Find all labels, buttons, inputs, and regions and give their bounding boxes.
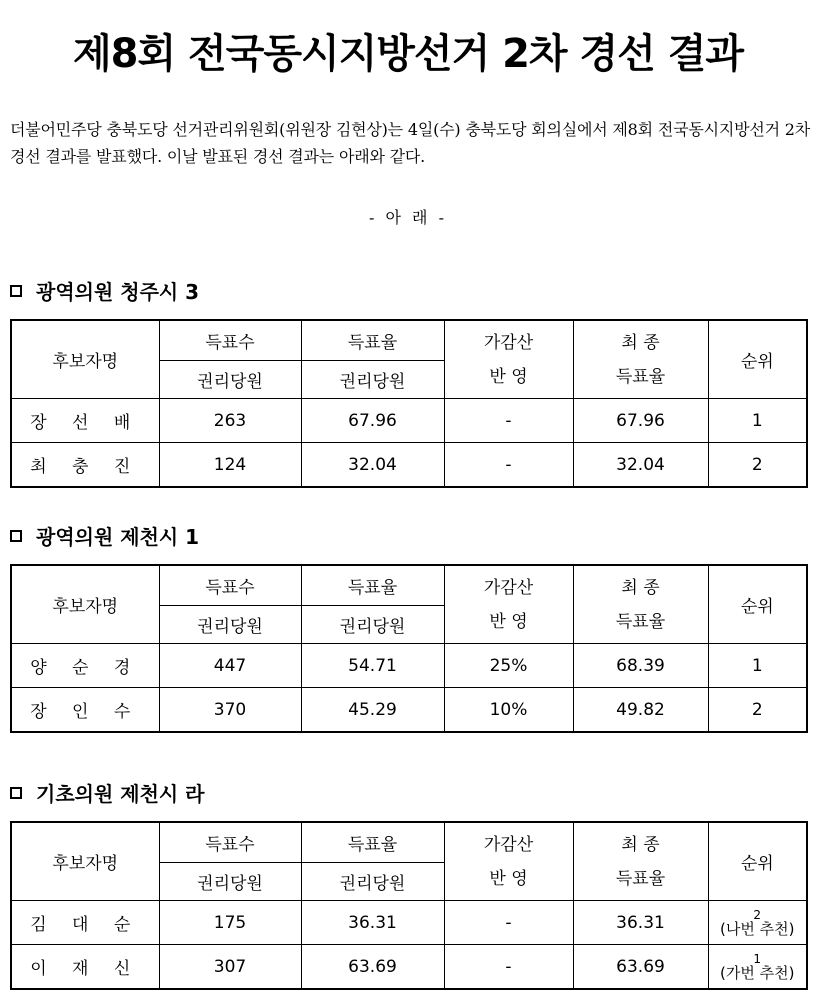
final-value: 49.82 (573, 688, 708, 733)
header-vote-rate: 득표율 (301, 320, 444, 361)
checkbox-icon (10, 530, 22, 542)
header-vote-rate: 득표율 (301, 822, 444, 863)
section-heading (10, 276, 199, 305)
final-value: 63.69 (573, 945, 708, 990)
votes-value: 263 (159, 399, 301, 443)
adjust-value: - (444, 901, 573, 945)
results-table (10, 564, 808, 733)
rate-value: 67.96 (301, 399, 444, 443)
header-final-rate: 최 종 득표율 (573, 320, 708, 399)
section-heading (10, 778, 205, 807)
adjust-value: 25% (444, 644, 573, 688)
header-final-rate: 최 종 득표율 (573, 822, 708, 901)
final-value: 68.39 (573, 644, 708, 688)
candidate-name: 장 인 수 (11, 688, 159, 733)
adjust-value: - (444, 945, 573, 990)
header-member: 권리당원 (159, 863, 301, 901)
rank-cell (708, 901, 807, 945)
votes-value: 370 (159, 688, 301, 733)
header-candidate: 후보자명 (11, 565, 159, 644)
header-member: 권리당원 (159, 606, 301, 644)
intro-paragraph: 더불어민주당 충북도당 선거관리위원회(위원장 김현상)는 4일(수) 충북도당 회의실에서 제8회 전국동시지방선거 2차 경선 결과를 발표했다. 이날 발표된 경선 결과는 아래와 같다. (10, 120, 810, 166)
table-row (11, 688, 807, 733)
header-votes: 득표수 (159, 822, 301, 863)
rank-cell (708, 945, 807, 990)
rate-value: 54.71 (301, 644, 444, 688)
header-rank: 순위 (708, 565, 807, 644)
header-member: 권리당원 (301, 863, 444, 901)
rank-note: (가번 추천) (720, 963, 795, 982)
rate-value: 63.69 (301, 945, 444, 990)
candidate-name: 이 재 신 (11, 945, 159, 990)
adjust-value: - (444, 443, 573, 488)
header-candidate: 후보자명 (11, 822, 159, 901)
rank-note: (나번 추천) (720, 919, 795, 938)
votes-value: 447 (159, 644, 301, 688)
rank-value: 1 (708, 644, 807, 688)
rate-value: 45.29 (301, 688, 444, 733)
adjust-value: - (444, 399, 573, 443)
candidate-name: 김 대 순 (11, 901, 159, 945)
rate-value: 32.04 (301, 443, 444, 488)
header-member: 권리당원 (159, 361, 301, 399)
rank-value: 2 (753, 907, 762, 922)
checkbox-icon (10, 285, 22, 297)
header-rank: 순위 (708, 822, 807, 901)
candidate-name: 양 순 경 (11, 644, 159, 688)
candidate-name: 최 충 진 (11, 443, 159, 488)
table-row (11, 399, 807, 443)
header-adjust: 가감산 반 영 (444, 822, 573, 901)
rank-value: 1 (708, 399, 807, 443)
table-row (11, 443, 807, 488)
table-row (11, 901, 807, 945)
section-heading-text: 기초의원 제천시 라 (36, 782, 205, 806)
page-title: 제8회 전국동시지방선거 2차 경선 결과 (73, 31, 743, 77)
rank-value: 2 (708, 688, 807, 733)
rank-value: 1 (753, 951, 762, 966)
votes-value: 175 (159, 901, 301, 945)
section-heading (10, 521, 199, 550)
rate-value: 36.31 (301, 901, 444, 945)
header-adjust: 가감산 반 영 (444, 320, 573, 399)
checkbox-icon (10, 787, 22, 799)
header-adjust: 가감산 반 영 (444, 565, 573, 644)
header-final-rate: 최 종 득표율 (573, 565, 708, 644)
candidate-name: 장 선 배 (11, 399, 159, 443)
header-votes: 득표수 (159, 320, 301, 361)
final-value: 36.31 (573, 901, 708, 945)
rank-value: 2 (708, 443, 807, 488)
section-heading-text: 광역의원 제천시 1 (36, 525, 200, 549)
header-rank: 순위 (708, 320, 807, 399)
section-heading-text: 광역의원 청주시 3 (36, 280, 200, 304)
votes-value: 124 (159, 443, 301, 488)
header-member: 권리당원 (301, 361, 444, 399)
table-row (11, 644, 807, 688)
adjust-value: 10% (444, 688, 573, 733)
header-candidate: 후보자명 (11, 320, 159, 399)
results-table (10, 319, 808, 488)
below-label: - 아 래 - (369, 208, 447, 227)
votes-value: 307 (159, 945, 301, 990)
final-value: 67.96 (573, 399, 708, 443)
final-value: 32.04 (573, 443, 708, 488)
table-row (11, 945, 807, 990)
header-vote-rate: 득표율 (301, 565, 444, 606)
header-votes: 득표수 (159, 565, 301, 606)
results-table (10, 821, 808, 990)
header-member: 권리당원 (301, 606, 444, 644)
